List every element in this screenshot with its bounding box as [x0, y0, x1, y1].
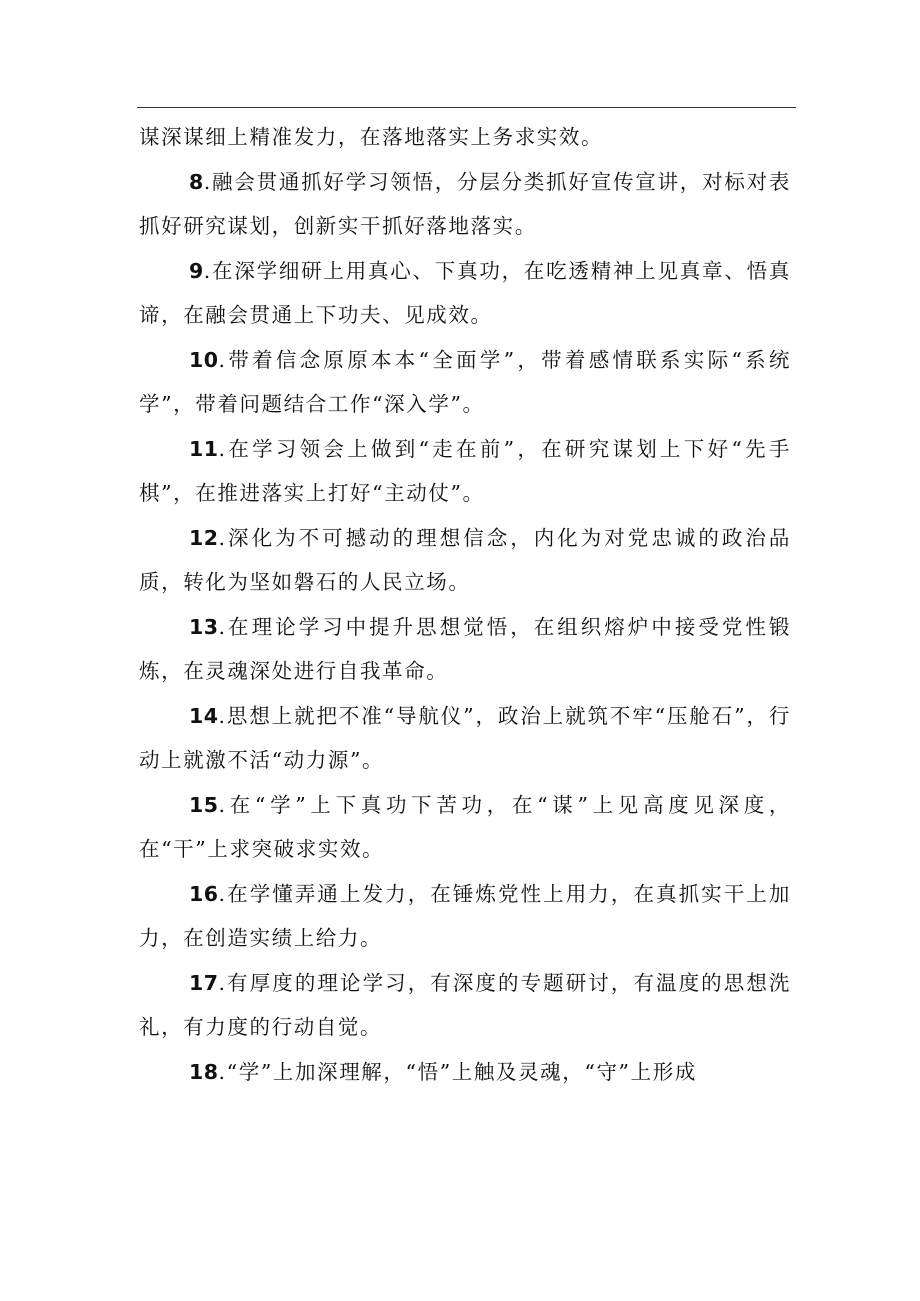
item-text: .在“学”上下真功下苦功，在“谋”上见高度见深度，在“干”上求突破求实效。 [139, 792, 791, 861]
item-number: 14 [189, 703, 219, 728]
item-number: 8 [189, 169, 204, 194]
list-item [139, 783, 791, 872]
header-rule [137, 107, 796, 108]
list-item [139, 872, 791, 961]
continuation-paragraph: 谋深谋细上精准发力，在落地落实上务求实效。 [139, 125, 604, 149]
item-number: 16 [189, 881, 219, 906]
list-item [139, 516, 791, 605]
item-number: 10 [189, 347, 219, 372]
item-text: .在学懂弄通上发力，在锤炼党性上用力，在真抓实干上加力，在创造实绩上给力。 [139, 881, 791, 950]
item-text: .深化为不可撼动的理想信念，内化为对党忠诚的政治品质，转化为坚如磐石的人民立场。 [139, 525, 791, 594]
list-item [139, 605, 791, 694]
list-item [139, 961, 791, 1050]
item-text: .有厚度的理论学习，有深度的专题研讨，有温度的思想洗礼，有力度的行动自觉。 [139, 970, 791, 1039]
item-text: .在深学细研上用真心、下真功，在吃透精神上见真章、悟真谛，在融会贯通上下功夫、见成效。 [139, 258, 791, 327]
list-item [139, 427, 791, 516]
list-item [139, 249, 791, 338]
item-number: 15 [189, 792, 219, 817]
item-text: .“学”上加深理解，“悟”上触及灵魂，“守”上形成 [218, 1059, 697, 1084]
item-number: 12 [189, 525, 219, 550]
item-text: .思想上就把不准“导航仪”，政治上就筑不牢“压舱石”，行动上就激不活“动力源”。 [139, 703, 791, 772]
list-item [139, 338, 791, 427]
item-number: 9 [189, 258, 204, 283]
item-number: 17 [189, 970, 219, 995]
list-item [139, 694, 791, 783]
item-text: .在学习领会上做到“走在前”，在研究谋划上下好“先手棋”，在推进落实上打好“主动仗”。 [139, 436, 791, 505]
item-number: 18 [189, 1059, 219, 1084]
list-item [139, 160, 791, 249]
item-text: .带着信念原原本本“全面学”，带着感情联系实际“系统学”，带着问题结合工作“深入学”。 [139, 347, 791, 416]
item-text: .在理论学习中提升思想觉悟，在组织熔炉中接受党性锻炼，在灵魂深处进行自我革命。 [139, 614, 791, 683]
item-number: 13 [189, 614, 219, 639]
item-number: 11 [189, 436, 219, 461]
document-body [139, 115, 791, 1094]
item-text: .融会贯通抓好学习领悟，分层分类抓好宣传宣讲，对标对表抓好研究谋划，创新实干抓好落地落实。 [139, 169, 791, 238]
list-item [139, 1050, 791, 1095]
